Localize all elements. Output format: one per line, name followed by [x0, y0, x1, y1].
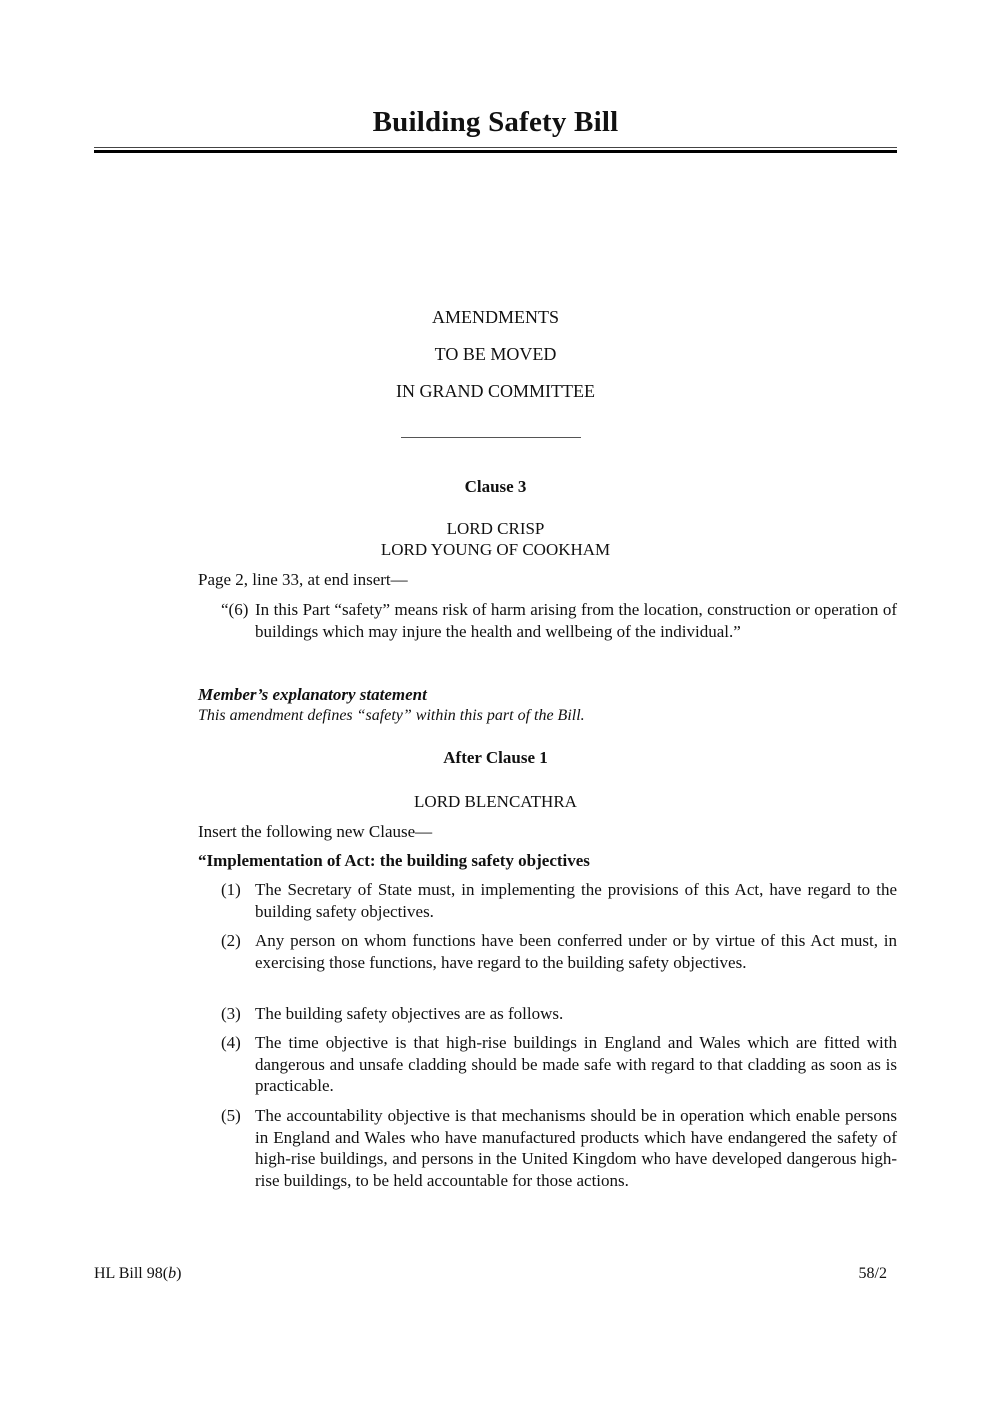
subsection-text: Any person on whom functions have been conferred under or by virtue of this Act must, in exercising those functions, have regard to the building safety objectives. — [255, 931, 897, 972]
explanatory-statement-text: This amendment defines “safety” within this part of the Bill. — [198, 707, 585, 724]
header-line-to-be-moved: TO BE MOVED — [434, 344, 557, 364]
bill-reference-print-letter: b — [168, 1265, 177, 1282]
bill-reference — [94, 1265, 181, 1283]
header-line-amendments: AMENDMENTS — [431, 307, 559, 327]
member-name: LORD CRISP — [446, 519, 545, 538]
title-rule-thick — [94, 150, 897, 153]
amendment-subsection — [198, 599, 897, 642]
clause-subsection-2 — [198, 930, 897, 973]
subsection-text: The Secretary of State must, in implementing the provisions of this Act, have regard to the building safety objectives. — [255, 880, 897, 921]
explanatory-statement-heading: Member’s explanatory statement — [198, 685, 427, 704]
clause-subsection-1 — [198, 879, 897, 922]
page-reference: 58/2 — [858, 1265, 887, 1282]
section-heading-after-clause-1: After Clause 1 — [443, 748, 548, 767]
member-name: LORD BLENCATHRA — [414, 792, 577, 811]
bill-reference-prefix: HL Bill 98( — [94, 1265, 169, 1282]
subsection-text: The time objective is that high-rise buildings in England and Wales which are fitted with dangerous and unsafe cladding should be made safe with regard to that cladding as soon as is practicable. — [255, 1033, 897, 1095]
clause-subsection-4 — [198, 1032, 897, 1097]
subsection-text: The building safety objectives are as follows. — [255, 1004, 564, 1023]
section-heading-clause-3: Clause 3 — [464, 477, 527, 496]
title-rule-thin — [94, 147, 897, 148]
section-divider — [401, 437, 581, 438]
amendment-instruction: Insert the following new Clause— — [198, 822, 433, 841]
amendment-instruction: Page 2, line 33, at end insert— — [198, 570, 408, 589]
subsection-number: (4) — [221, 1033, 241, 1052]
subsection-number: (1) — [221, 880, 241, 899]
subsection-number: (5) — [221, 1106, 241, 1125]
subsection-number: (3) — [221, 1004, 241, 1023]
new-clause-title: “Implementation of Act: the building safety objectives — [198, 851, 590, 870]
subsection-text: The accountability objective is that mechanisms should be in operation which enable persons in England and Wales who have manufactured products which have endangered the safety of high-rise buildings, and persons in the United Kingdom who have developed dangerous high-rise buildings, to be held accountable for those actions. — [255, 1106, 897, 1190]
bill-reference-suffix: ) — [176, 1265, 182, 1282]
clause-subsection-3 — [198, 1003, 897, 1025]
member-name: LORD YOUNG OF COOKHAM — [380, 540, 611, 559]
header-line-grand-committee: IN GRAND COMMITTEE — [396, 381, 595, 401]
clause-subsection-5 — [198, 1105, 897, 1191]
document-title: Building Safety Bill — [372, 106, 619, 138]
subsection-text: In this Part “safety” means risk of harm arising from the location, construction or operation of buildings which may injure the health and wellbeing of the individual.” — [255, 600, 897, 641]
subsection-number: (2) — [221, 931, 241, 950]
subsection-number: “(6) — [221, 600, 249, 619]
